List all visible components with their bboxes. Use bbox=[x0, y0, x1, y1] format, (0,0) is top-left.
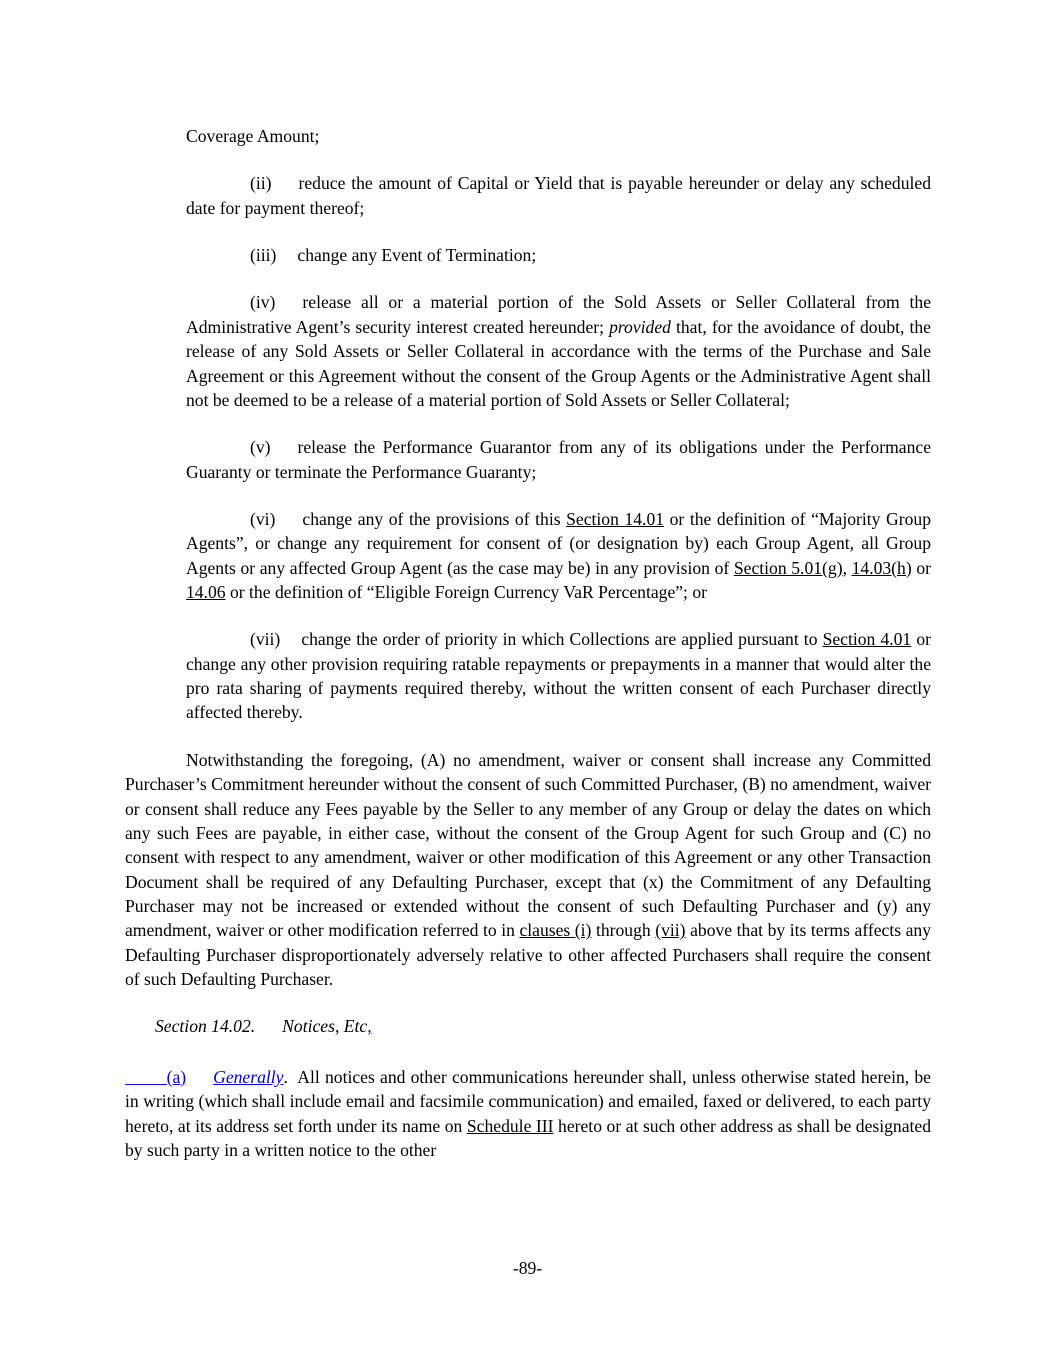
text-segment: Section 4.01 bbox=[822, 629, 912, 650]
clause-ii bbox=[186, 171, 931, 220]
paragraph-a-generally bbox=[125, 1065, 931, 1162]
text-segment: Schedule III bbox=[466, 1115, 554, 1136]
text-segment: (iii) bbox=[250, 245, 277, 266]
text-segment: reduce the amount of Capital or Yield that is payable hereunder or delay any scheduled date for payment thereof; bbox=[186, 173, 931, 218]
clause-vii bbox=[186, 627, 931, 724]
text-segment: Section 5.01(g) bbox=[733, 557, 843, 578]
text-segment: (ii) bbox=[250, 173, 272, 194]
text-segment: provided bbox=[609, 316, 671, 337]
text-segment: that, for the avoidance of doubt, the release of any Sold Assets or Seller Collateral in accordance with the terms of the Purchase and Sale Agreement or this Agreement without the consent of the Group Agents or the Administrative Agent shall not be deemed to be a release of a material portion of Sold Assets or Seller Collateral; bbox=[186, 316, 931, 410]
clause-iv bbox=[186, 290, 931, 412]
text-segment: release all or a material portion of the Sold Assets or Seller Collateral from the Administrative Agent’s security interest created hereunder; bbox=[186, 292, 931, 337]
text-segment: . All notices and other communications hereunder shall, unless otherwise stated herein, be in writing (which shall include email and facsimile communication) and emailed, faxed or delivered, to each party hereto, at its address set forth under its name on bbox=[125, 1066, 931, 1136]
text-segment: Section 14.02. bbox=[155, 1016, 256, 1037]
page-number: -89- bbox=[512, 1258, 543, 1278]
text-segment: above that by its terms affects any Defaulting Purchaser disproportionately adversely relative to other affected Purchasers shall require the consent of such Defaulting Purchaser. bbox=[125, 920, 932, 990]
paragraph-notwithstanding bbox=[125, 748, 931, 992]
text-segment: (iv) bbox=[250, 292, 276, 313]
text-segment: (vii) bbox=[655, 920, 686, 941]
text-segment: 14.06 bbox=[186, 582, 226, 603]
text-segment: change any of the provisions of this bbox=[302, 508, 567, 529]
clause-v bbox=[186, 435, 931, 484]
text-segment: Coverage Amount; bbox=[186, 126, 320, 146]
text-segment: or bbox=[911, 557, 931, 578]
text-segment: Section 14.01 bbox=[566, 508, 665, 529]
text-segment: (vi) bbox=[250, 508, 276, 529]
section-14-02-heading bbox=[155, 1014, 931, 1038]
clause-iii bbox=[186, 243, 931, 267]
text-segment: change any Event of Termination; bbox=[297, 245, 537, 266]
text-segment: or the definition of “Majority Group Agents”, or change any requirement for consent of (or designation by) each Group Agent, all Group Agents or any affected Group Agent (as the case may be) in any provision of bbox=[186, 508, 931, 578]
text-segment: hereto or at such other address as shall be designated by such party in a written notice to the other bbox=[125, 1115, 932, 1160]
text-segment: 14.03(h) bbox=[851, 557, 912, 578]
text-segment: change the order of priority in which Collections are applied pursuant to bbox=[301, 629, 823, 650]
clause-vi bbox=[186, 507, 931, 604]
text-segment: (v) bbox=[250, 437, 271, 458]
text-segment: (vii) bbox=[250, 629, 281, 650]
hyperlink[interactable]: , bbox=[367, 1016, 372, 1037]
hyperlink[interactable]: Generally bbox=[213, 1066, 284, 1087]
text-segment: through bbox=[591, 920, 656, 941]
hyperlink[interactable]: (a) bbox=[166, 1066, 187, 1087]
text-segment: clauses (i) bbox=[519, 920, 592, 941]
text-segment: , bbox=[842, 557, 852, 578]
text-segment: or the definition of “Eligible Foreign Currency VaR Percentage”; or bbox=[225, 582, 707, 603]
text-segment: Notices, Etc bbox=[282, 1016, 368, 1037]
text-segment: Notwithstanding the foregoing, (A) no amendment, waiver or consent shall increase any Committed Purchaser’s Commitment hereunder without the consent of such Committed Purchaser, (B) no amendment, waiver or consent shall reduce any Fees payable by the Seller to any member of any Group or delay the dates on which any such Fees are payable, in either case, without the consent of the Group Agent for such Group and (C) no consent with respect to any amendment, waiver or other modification of this Agreement or any other Transaction Document shall be required of any Defaulting Purchaser, except that (x) the Commitment of any Defaulting Purchaser may not be increased or extended without the consent of such Defaulting Purchaser and (y) any amendment, waiver or other modification referred to in bbox=[125, 749, 931, 941]
text-segment: or change any other provision requiring ratable repayments or prepayments in a manner that would alter the pro rata sharing of payments required thereby, without the written consent of each Purchaser directly affected thereby. bbox=[186, 629, 931, 723]
hyperlink[interactable] bbox=[125, 1067, 167, 1087]
document-body bbox=[125, 124, 931, 1185]
paragraph-coverage-amount-fragment bbox=[186, 124, 931, 148]
text-segment: release the Performance Guarantor from any of its obligations under the Performance Guaranty or terminate the Performance Guaranty; bbox=[186, 437, 931, 482]
